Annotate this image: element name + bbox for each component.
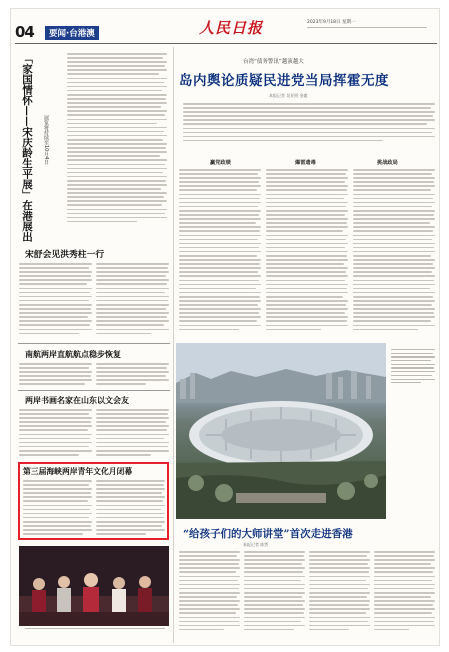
headline-song: 宋舒会见洪秀柱一行 [25,250,105,260]
page-number: 04 [15,23,34,41]
nanhang-text [19,363,169,388]
bottom-text [179,551,435,633]
stadium-photo [176,343,386,519]
concert-caption [25,628,165,629]
main-col-1 [179,169,261,333]
concert-photo [19,546,169,626]
masthead-logo: 人民日报 [199,19,264,37]
bottom-headline: “给孩子们的大师讲堂”首次走进香港 [183,528,353,540]
col-head-3: 挑战政局 [377,160,398,166]
col-head-2: 爆雷遗毒 [295,160,316,166]
photo-caption-side [391,349,435,386]
song-text [19,263,169,337]
vertical-headline: 「家国情怀——宋庆龄生平展」在港展出 [21,53,34,242]
headline-youth: 第三届海峡两岸青年文化月闭幕 [23,467,133,476]
shuhua-text [19,409,169,458]
main-kicker: 台湾“债务警讯”越演越大 [243,59,304,65]
main-byline: 本报记者 吴亚明 金羲 [269,93,308,98]
newspaper-page [10,8,440,646]
vertical-subheadline: 展览将持续至10月4日 [43,115,49,165]
section-label: 要闻·台港澳 [45,26,99,40]
headline-shuhua: 两岸书画名家在山东以文会友 [25,395,129,405]
exhibit-text [67,53,167,225]
main-headline: 岛内舆论质疑民进党当局挥霍无度 [179,73,389,89]
bottom-byline: 本报记者 陈然 [243,542,269,547]
headline-nanhang: 南航两岸直航航点稳步恢复 [25,349,121,359]
main-col-3 [353,169,435,333]
header-rule [15,43,437,44]
main-lead [183,103,435,144]
issue-date: 2023年9月18日 星期一 [307,20,356,25]
youth-text [23,480,165,537]
masthead-meta [307,27,427,28]
col-head-1: 赢党政绩 [210,160,231,166]
main-col-2 [266,169,348,333]
column-divider [173,47,174,643]
